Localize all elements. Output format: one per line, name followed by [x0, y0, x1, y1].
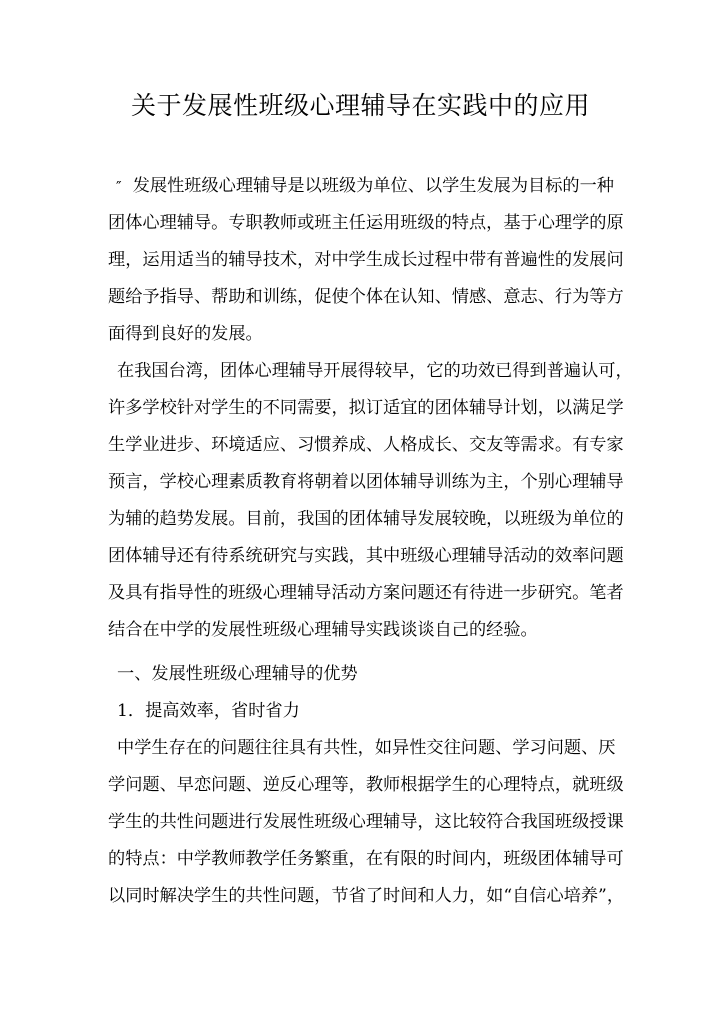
paragraph-intro [108, 168, 624, 353]
text-line: 团体心理辅导。专职教师或班主任运用班级的特点，基于心理学的原 [108, 213, 624, 233]
text-line: 的特点：中学教师教学任务繁重，在有限的时间内，班级团体辅导可 [108, 849, 624, 869]
paragraph-background [108, 353, 633, 649]
text-line: 理，运用适当的辅导技术，对中学生成长过程中带有普遍性的发展问 [108, 250, 624, 270]
subsection-heading: 1．提高效率，省时省力 [117, 701, 300, 721]
text-line: 团体辅导还有待系统研究与实践，其中班级心理辅导活动的效率问题 [108, 546, 624, 566]
document-body [108, 168, 633, 915]
text-line: 以同时解决学生的共性问题，节省了时间和人力，如“自信心培养”， [108, 886, 625, 906]
text-line: 学问题、早恋问题、逆反心理等，教师根据学生的心理特点，就班级 [108, 775, 624, 795]
text-line: 在我国台湾，团体心理辅导开展得较早，它的功效已得到普遍认可， [117, 361, 633, 381]
text-line: 学生的共性问题进行发展性班级心理辅导，这比较符合我国班级授课 [108, 812, 624, 832]
text-line: 为辅的趋势发展。目前，我国的团体辅导发展较晚，以班级为单位的 [108, 509, 624, 529]
document-title: 关于发展性班级心理辅导在实践中的应用 [130, 91, 590, 120]
text-line: 预言，学校心理素质教育将朝着以团体辅导训练为主，个别心理辅导 [108, 472, 624, 492]
quote-mark-glyph: ″ [116, 177, 122, 196]
text-line: 题给予指导、帮助和训练，促使个体在认知、情感、意志、行为等方 [108, 287, 624, 307]
text-line: 及具有指导性的班级心理辅导活动方案问题还有待进一步研究。笔者 [108, 583, 624, 603]
text-line: 发展性班级心理辅导是以班级为单位、以学生发展为目标的一种 [132, 176, 614, 196]
text-line: 结合在中学的发展性班级心理辅导实践谈谈自己的经验。 [108, 620, 538, 640]
text-line: 许多学校针对学生的不同需要，拟订适宜的团体辅导计划，以满足学 [108, 398, 624, 418]
text-line: 中学生存在的问题往往具有共性，如异性交往问题、学习问题、厌 [117, 738, 616, 758]
text-line: 生学业进步、环境适应、习惯养成、人格成长、交友等需求。有专家 [108, 435, 624, 455]
section-heading: 一、发展性班级心理辅导的优势 [117, 664, 358, 684]
text-line: 面得到良好的发展。 [108, 324, 263, 344]
paragraph-first-line [108, 168, 614, 205]
paragraph-efficiency [108, 730, 625, 915]
